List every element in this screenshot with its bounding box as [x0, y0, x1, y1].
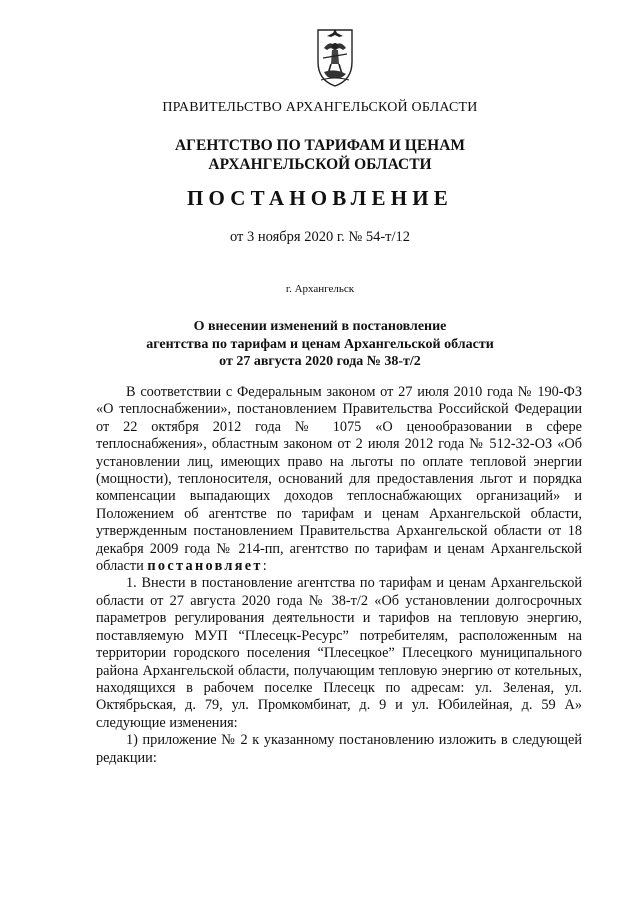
government-title: ПРАВИТЕЛЬСТВО АРХАНГЕЛЬСКОЙ ОБЛАСТИ: [162, 100, 478, 115]
document-type: ПОСТАНОВЛЕНИЕ: [186, 186, 454, 210]
subject-line1: О внесении изменений в постановление: [193, 319, 447, 334]
preamble-text: В соответствии с Федеральным законом от 27 июля 2010 года № 190-ФЗ «О теплоснабжении», постановлением Правительства Российской Федерации от 22 октября 2012 года № 1075 «О ценообразовании в сфере теплоснабжения», областным законом от 2 июля 2012 года № 512-32-ОЗ «Об установлении лиц, имеющих право на льготы по оплате тепловой энергии (мощности), теплоносителя, оснований для предоставления льгот и порядка компенсации выпадающих доходов теплоснабжающих организаций» и Положением об агентстве по тарифам и ценам Архангельской области, утвержденным постановлением Правительства Архангельской области от 18 декабря 2009 года № 214-пп, агентство по тарифам и ценам Архангельской области: [96, 384, 582, 575]
decree-subject: [0, 318, 640, 371]
city: г. Архангельск: [285, 283, 355, 295]
agency-title-line2: АРХАНГЕЛЬСКОЙ ОБЛАСТИ: [208, 156, 432, 173]
subject-line3: от 27 августа 2020 года № 38-т/2: [219, 354, 421, 369]
operative-colon: :: [262, 558, 267, 575]
date-and-number: от 3 ноября 2020 г. № 54-т/12: [229, 229, 411, 245]
subject-line2: агентства по тарифам и ценам Архангельской области: [146, 336, 494, 352]
item-1-paragraph: 1. Внести в постановление агентства по тарифам и ценам Архангельской области от 27 августа 2020 года № 38-т/2 «Об установлении долгосрочных параметров регулирования деятельности и тарифов на тепловую энергию, поставляемую МУП “Плесецк-Ресурс” потребителям, расположенным на территории городского поселения “Плесецкое” Плесецкого муниципального района Архангельской области, получающим тепловую энергию от котельных, находящихся в рабочем поселке Плесецк по адресам: ул. Зеленая, ул. Октябрьская, д. 79, ул. Промкомбинат, д. 9 и ул. Юбилейная, д. 59 А» следующие изменения:: [96, 575, 582, 731]
preamble-paragraph: [96, 384, 582, 575]
agency-title-line1: АГЕНТСТВО ПО ТАРИФАМ И ЦЕНАМ: [174, 137, 466, 154]
coat-of-arms-icon: [310, 26, 360, 88]
agency-title: [0, 136, 640, 174]
operative-verb: постановляет: [147, 558, 263, 575]
subitem-1-paragraph: 1) приложение № 2 к указанному постановлению изложить в следующей редакции:: [96, 732, 582, 766]
decree-body: [96, 384, 582, 767]
